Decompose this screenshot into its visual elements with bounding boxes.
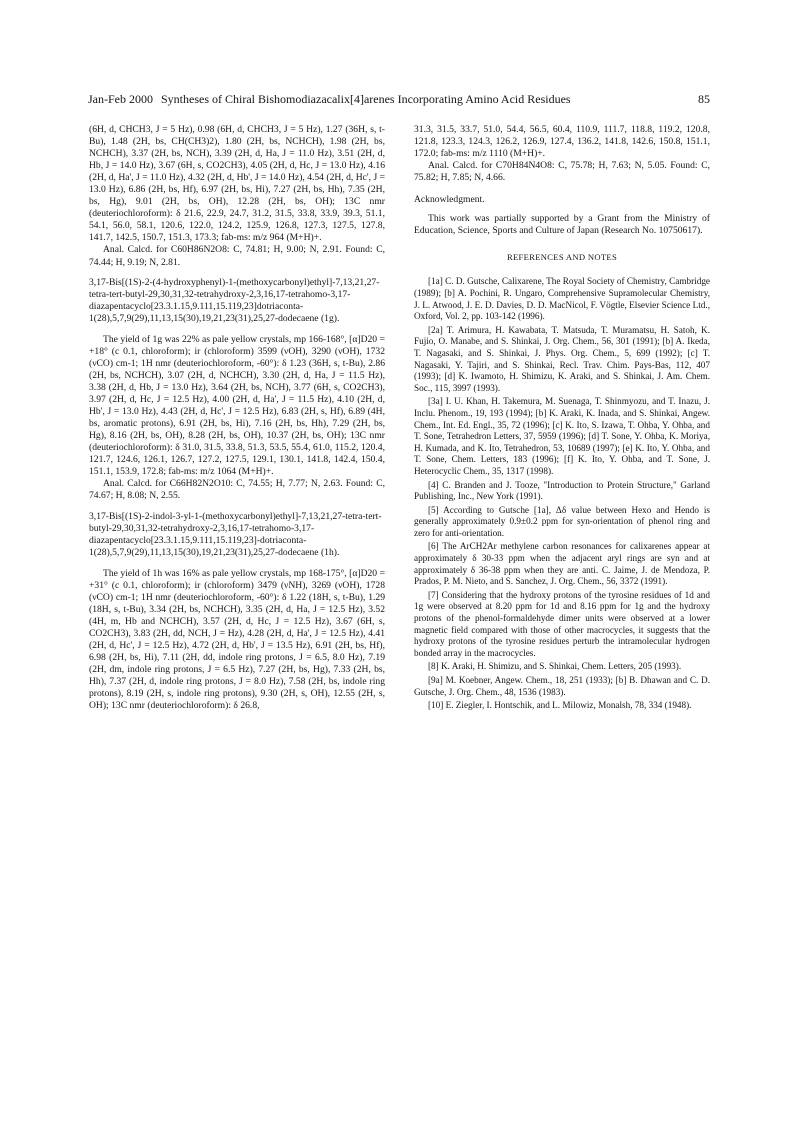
analysis-1h: Anal. Calcd. for C70H84N4O8: C, 75.78; H, 7.63; N, 5.05. Found: C, 75.82; H, 7.85; N, 4.66. xyxy=(414,160,710,184)
data-1h: The yield of 1h was 16% as pale yellow crystals, mp 168-175°, [α]D20 = +31° (c 0.1, chloroform); ir (chloroform) 3479 (νNH), 3269 (νOH), 1728 (νCO) cm-1; 1H nmr (deuteriochloroform, -60°): δ 1.22 (18H, s, t-Bu), 1.29 (18H, s, t-Bu), 3.34 (2H, bs, NCHCH), 3.35 (2H, d, Ha, J = 12.5 Hz), 3.52 (4H, m, Hb and NCHCH), 3.57 (2H, d, Hc, J = 12.5 Hz), 3.67 (6H, s, CO2CH3), 3.83 (2H, dd, NCH, J = Hz), 4.28 (2H, d, Ha', J = 12.5 Hz), 4.41 (2H, d, Hc', J = 12.5 Hz), 4.72 (2H, d, Hb', J = 13.5 Hz), 6.91 (2H, bs, Hf), 6.98 (2H, bs, Hi), 7.11 (2H, dd, indole ring protons, J = 6.5, 8.0 Hz), 7.19 (2H, dm, indole ring protons, J = 6.5 Hz), 7.27 (2H, bs, Hg), 7.33 (2H, bs, Hh), 7.37 (2H, d, indole ring protons, J = 8.0 Hz), 7.58 (2H, bs, indole ring protons), 8.19 (2H, s, indole ring protons), 9.30 (2H, s, OH), 12.55 (2H, s, OH); 13C nmr (deuteriochloroform): δ 26.8, xyxy=(89,567,385,712)
journal-date: Jan-Feb 2000 xyxy=(88,92,153,106)
running-header xyxy=(88,91,710,107)
reference-2: [2a] T. Arimura, H. Kawabata, T. Matsuda, T. Muramatsu, H. Satoh, K. Fujio, O. Manabe, and S. Shinkai, J. Org. Chem., 56, 301 (1991); [b] A. Ikeda, T. Nagasaki, and S. Shinkai, J. Phys. Org. Chem., 5, 699 (1992); [c] T. Nagasaki, Y. Tajiri, and S. Shinkai, Recl. Trav. Chim. Pays-Bas, 112, 407 (1993); [d] K. Iwamoto, H. Shimizu, K. Araki, and S. Shinkai, J. Am. Chem. Soc., 115, 3997 (1993). xyxy=(414,324,710,393)
analysis-1g: Anal. Calcd. for C66H82N2O10: C, 74.55; H, 7.77; N, 2.63. Found: C, 74.67; H, 8.08; N, 2.55. xyxy=(89,478,385,502)
compound-name-1h: 3,17-Bis[(1S)-2-indol-3-yl-1-(methoxycarbonyl)ethyl]-7,13,21,27-tetra-tert-butyl-29,30,31,32-tetrahydroxy-2,3,16,17-tetrahomo-3,17-diazapentacyclo[23.3.1.15,9.111,15.119,23]-dotriaconta-1(28),5,7,9(29),11,13,15(30),19,21,23(31),25,27-dodecaene (1h). xyxy=(89,510,382,559)
acknowledgment-text: This work was partially supported by a Grant from the Ministry of Education, Science, Sports and Culture of Japan (Research No. 10750617). xyxy=(414,213,710,237)
reference-9: [9a] M. Koebner, Angew. Chem., 18, 251 (1933); [b] B. Dhawan and C. D. Gutsche, J. Org. Chem., 48, 1536 (1983). xyxy=(414,675,710,697)
analysis-1f: Anal. Calcd. for C60H86N2O8: C, 74.81; H, 9.00; N, 2.91. Found: C, 74.44; H, 9.19; N, 2.81. xyxy=(89,244,385,268)
reference-3: [3a] I. U. Khan, H. Takemura, M. Suenaga, T. Shinmyozu, and T. Inazu, J. Inclu. Phenom., 19, 193 (1994); [b] K. Araki, K. Inada, and S. Shinkai, Angew. Chem., Int. Ed. Engl., 35, 72 (1996); [c] K. Ito, S. Izawa, T. Ohba, Y. Ohba, and T. Sone, Tetrahedron Letters, 37, 5959 (1996); [d] T. Sone, Y. Ohba, K. Moriya, H. Kumada, and K. Ito, Tetrahedron, 53, 10689 (1997); [e] K. Ito, Y. Ohba, and T. Sone, Chem. Letters, 183 (1996); [f] K. Ito, Y. Ohba, and T. Sone, J. Heterocyclic Chem., 35, 1317 (1998). xyxy=(414,396,710,476)
reference-5: [5] According to Gutsche [1a], Δδ value between Hexo and Hendo is generally approximately 0.9±0.2 ppm for syn-orientation of phenol ring and zero for anti-orientation. xyxy=(414,504,710,538)
page-number: 85 xyxy=(698,92,710,106)
acknowledgment-heading: Acknowledgment. xyxy=(414,194,485,206)
reference-7: [7] Considering that the hydroxy protons of the tyrosine residues of 1d and 1g were observed at 8.20 ppm for 1d and 8.16 ppm for 1g and the hydroxy protons of the phenol-formaldehyde dimer units were observed at a lower magnetic field compared with those of other macrocycles, it suggests that the hydroxy protons of the tyrosine residues perturb the intramolecular hydrogen bonded array in the macrocycles. xyxy=(414,589,710,658)
compound-name-1g: 3,17-Bis[(1S)-2-(4-hydroxyphenyl)-1-(methoxycarbonyl)ethyl]-7,13,21,27-tetra-tert-butyl-29,30,31,32-tetrahydroxy-2,3,16,17-tetrahomo-3,17-diazapentacyclo[23.3.1.15,9.111,15.119,23]dotriaconta-1(28),5,7,9(29),11,13,15(30),19,21,23(31),25,27-dodecaene (1g). xyxy=(89,277,380,325)
data-1g: The yield of 1g was 22% as pale yellow crystals, mp 166-168°, [α]D20 = +18° (c 0.1, chloroform); ir (chloroform) 3599 (νOH), 3290 (νOH), 1732 (νCO) cm-1; 1H nmr (deuteriochloroform, -60°): δ 1.23 (36H, s, t-Bu), 2.86 (2H, bs, NCHCH), 3.07 (2H, d, NCHCH), 3.30 (2H, d, Ha, J = 11.5 Hz), 3.38 (2H, d, Hb, J = 13.0 Hz), 3.64 (2H, bs, NCH), 3.77 (6H, s, CO2CH3), 3.97 (2H, d, Hc, J = 12.5 Hz), 4.00 (2H, d, Ha', J = 11.5 Hz), 4.10 (2H, d, Hb', J = 13.0 Hz), 4.43 (2H, d, Hc', J = 12.5 Hz), 6.83 (2H, s, Hf), 6.89 (4H, bs, aromatic protons), 6.91 (2H, bs, Hi), 7.16 (2H, bs, Hh), 7.29 (2H, bs, Hg), 8.16 (2H, bs, OH), 8.28 (2H, bs, OH), 10.37 (2H, bs, OH); 13C nmr (deuteriochloroform): δ 31.0, 31.5, 33.8, 51.3, 53.5, 55.4, 61.0, 115.2, 120.4, 121.7, 124.6, 126.1, 126.7, 127.2, 127.5, 129.1, 130.1, 141.8, 142.4, 150.4, 151.1, 153.9, 172.8; fab-ms: m/z 1064 (M+H)+. xyxy=(89,333,385,478)
reference-8: [8] K. Araki, H. Shimizu, and S. Shinkai, Chem. Letters, 205 (1993). xyxy=(428,661,682,672)
references-heading: REFERENCES AND NOTES xyxy=(506,252,618,263)
reference-10: [10] E. Ziegler, I. Hontschik, and L. Milowiz, Monalsh, 78, 334 (1948). xyxy=(428,700,692,711)
reference-1: [1a] C. D. Gutsche, Calixarene, The Royal Society of Chemistry, Cambridge (1989); [b] A. Pochini, R. Ungaro, Comprehensive Supramolecular Chemistry, J. L. Atwood, J. E. D. Davies, D. D. MacNicol, F. Vögtle, Elsevier Science Ltd., Oxford, Vol. 2, pp. 103-142 (1996). xyxy=(414,276,710,322)
nmr-data-1h-continued: 31.3, 31.5, 33.7, 51.0, 54.4, 56.5, 60.4, 110.9, 111.7, 118.8, 119.2, 120.8, 121.8, 123.3, 124.3, 126.2, 126.9, 127.4, 136.2, 141.8, 142.6, 150.8, 151.1, 172.0; fab-ms: m/z 1110 (M+H)+. xyxy=(414,124,710,160)
reference-4: [4] C. Branden and J. Tooze, "Introduction to Protein Structure," Garland Publishing, Inc., New York (1991). xyxy=(414,479,710,502)
right-column xyxy=(414,124,710,712)
left-column xyxy=(89,124,385,712)
reference-6: [6] The ArCH2Ar methylene carbon resonances for calixarenes appear at approximately δ 30-33 ppm when the adjacent aryl rings are syn and at approximately δ 36-38 ppm when they are anti. C. Jaime, J. de Mendoza, P. Prados, P. M. Nieto, and S. Sanchez, J. Org. Chem., 56, 3372 (1991). xyxy=(414,541,710,587)
nmr-data-continued: (6H, d, CHCH3, J = 5 Hz), 0.98 (6H, d, CHCH3, J = 5 Hz), 1.27 (36H, s, t-Bu), 1.48 (2H, bs, CH(CH3)2), 1.80 (2H, bs, NCHCH), 1.98 (2H, bs, NCHCH), 3.37 (2H, bs, NCH), 3.39 (2H, d, Ha, J = 11.0 Hz), 3.51 (2H, d, Hb, J = 14.0 Hz), 3.67 (6H, s, CO2CH3), 4.05 (2H, d, Hc, J = 13.0 Hz), 4.16 (2H, d, Ha', J = 11.0 Hz), 4.32 (2H, d, Hb', J = 14.0 Hz), 4.54 (2H, d, Hc', J = 13.0 Hz), 6.86 (2H, bs, Hf), 6.97 (2H, bs, Hi), 7.27 (2H, bs, Hh), 7.35 (2H, bs, Hg), 9.01 (2H, bs, OH), 12.28 (2H, bs, OH); 13C nmr (deuteriochloroform): δ 21.6, 22.9, 24.7, 31.2, 31.5, 33.8, 33.9, 39.3, 51.1, 54.1, 56.0, 58.1, 120.6, 122.0, 124.2, 125.9, 126.8, 127.3, 127.5, 127.8, 141.7, 142.5, 150.7, 151.3, 173.3; fab-ms: m/z 964 (M+H)+. xyxy=(89,124,385,244)
running-title: Syntheses of Chiral Bishomodiazacalix[4]arenes Incorporating Amino Acid Residues xyxy=(161,92,571,106)
